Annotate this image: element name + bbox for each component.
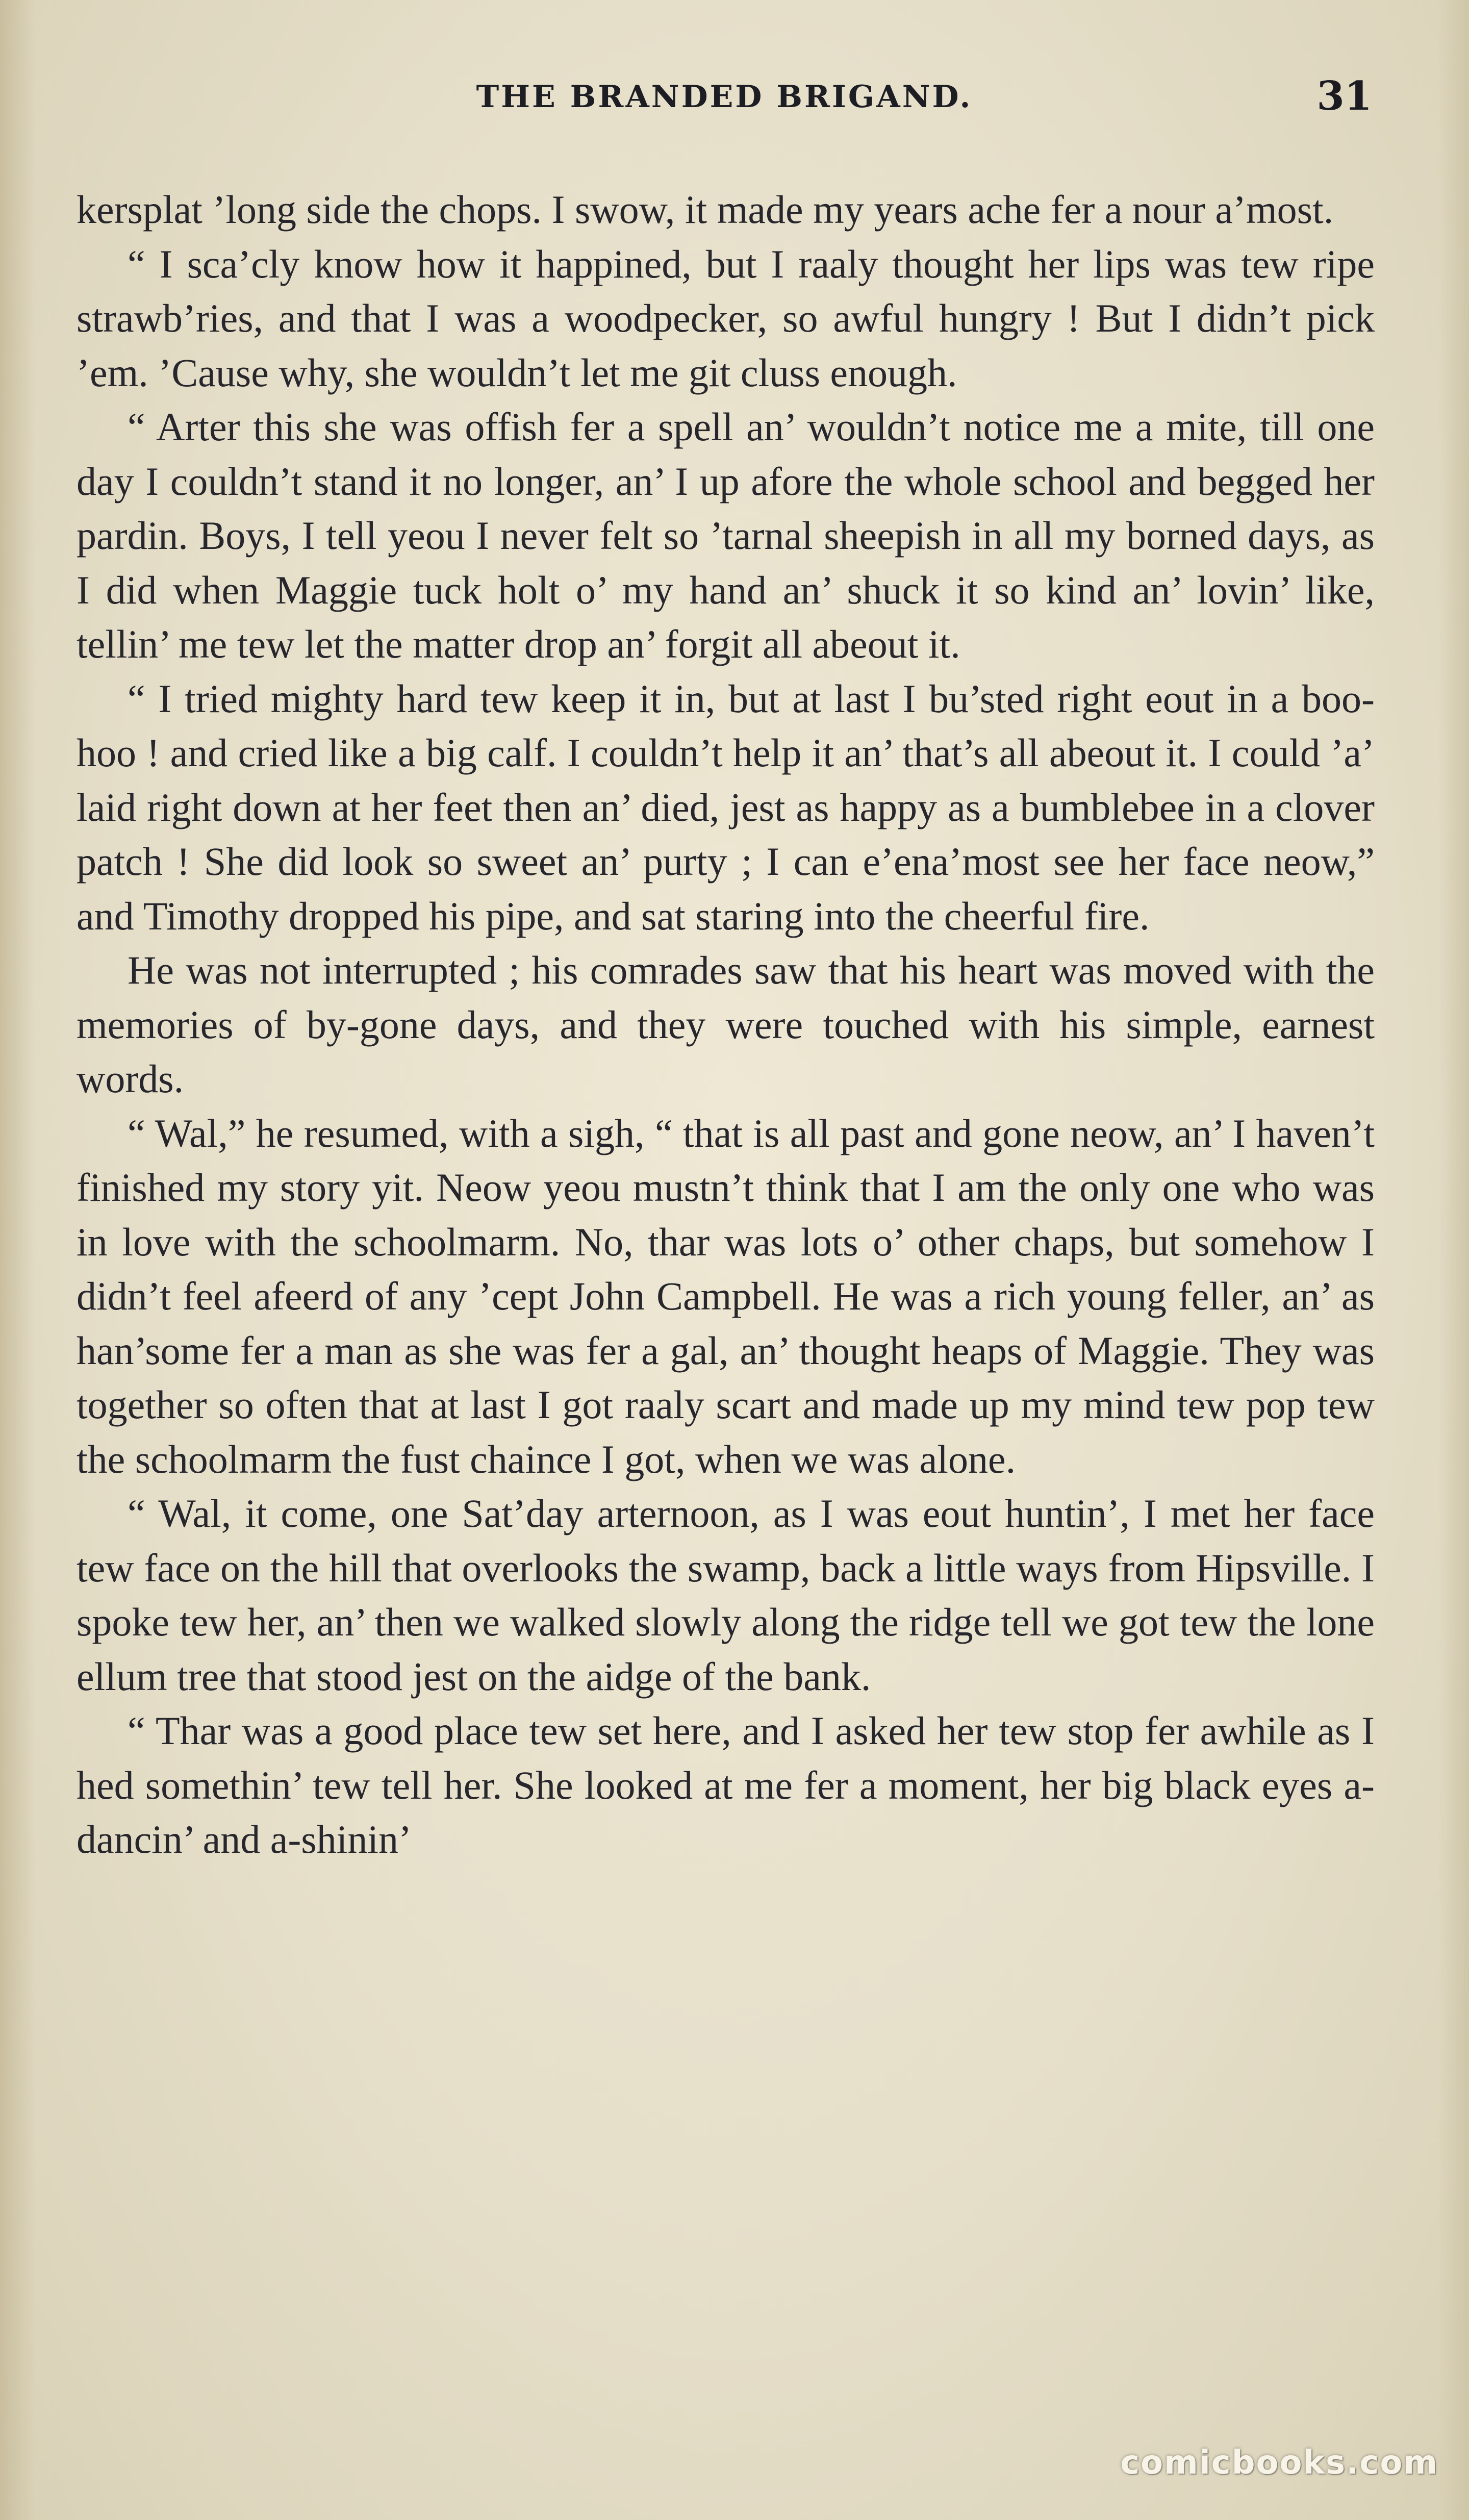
paragraph: kersplat ’long side the chops. I swow, it made my years ache fer a nour a’most. <box>77 187 1334 232</box>
paragraph: He was not interrupted ; his comrades saw that his heart was moved with the memories of by-gone days, and they were touched with his simple, earnest words. <box>77 948 1375 1101</box>
paragraph: “ I tried mighty hard tew keep it in, but at last I bu’sted right eout in a boo-hoo ! and cried like a big calf. I couldn’t help it an’ that’s all abeout it. I could ’a’ laid right down at her feet then an’ died, jest as happy as a bumblebee in a clover patch ! She did look so sweet an’ purty ; I can e’ena’most see her face neow,” and Timothy dropped his pipe, and sat staring into the cheerful fire. <box>77 676 1375 938</box>
page-number: 31 <box>1316 73 1372 119</box>
paragraph: “ Wal,” he resumed, with a sigh, “ that is all past and gone neow, an’ I haven’t finished my story yit. Neow yeou mustn’t think that I am the only one who was in love with the schoolmarm. No, thar was lots o’ other chaps, but somehow I didn’t feel afeerd of any ’cept John Campbell. He was a rich young feller, an’ as han’some fer a man as she was fer a gal, an’ thought heaps of Maggie. They was together so often that at last I got raaly scart and made up my mind tew pop tew the schoolmarm the fust chaince I got, when we was alone. <box>77 1111 1375 1481</box>
page-header <box>77 73 1372 130</box>
site-watermark: comicbooks.com <box>1120 2444 1438 2482</box>
paragraph: “ Wal, it come, one Sat’day arternoon, as I was eout huntin’, I met her face tew face on the hill that overlooks the swamp, back a little ways from Hipsville. I spoke tew her, an’ then we walked slowly along the ridge tell we got tew the lone ellum tree that stood jest on the aidge of the bank. <box>77 1491 1375 1699</box>
running-title: THE BRANDED BRIGAND. <box>476 79 973 115</box>
paragraph: “ I sca’cly know how it happined, but I raaly thought her lips was tew ripe strawb’ries, and that I was a woodpecker, so awful hungry ! But I didn’t pick ’em. ’Cause why, she wouldn’t let me git cluss enough. <box>77 241 1375 395</box>
body-text <box>77 183 1375 1867</box>
paragraph: “ Arter this she was offish fer a spell an’ wouldn’t notice me a mite, till one day I couldn’t stand it no longer, an’ I up afore the whole school and begged her pardin. Boys, I tell yeou I never felt so ’tarnal sheepish in all my borned days, as I did when Maggie tuck holt o’ my hand an’ shuck it so kind an’ lovin’ like, tellin’ me tew let the matter drop an’ forgit all abeout it. <box>77 405 1375 666</box>
paragraph: “ Thar was a good place tew set here, and I asked her tew stop fer awhile as I hed somethin’ tew tell her. She looked at me fer a moment, her big black eyes a-dancin’ and a-shinin’ <box>77 1708 1375 1861</box>
